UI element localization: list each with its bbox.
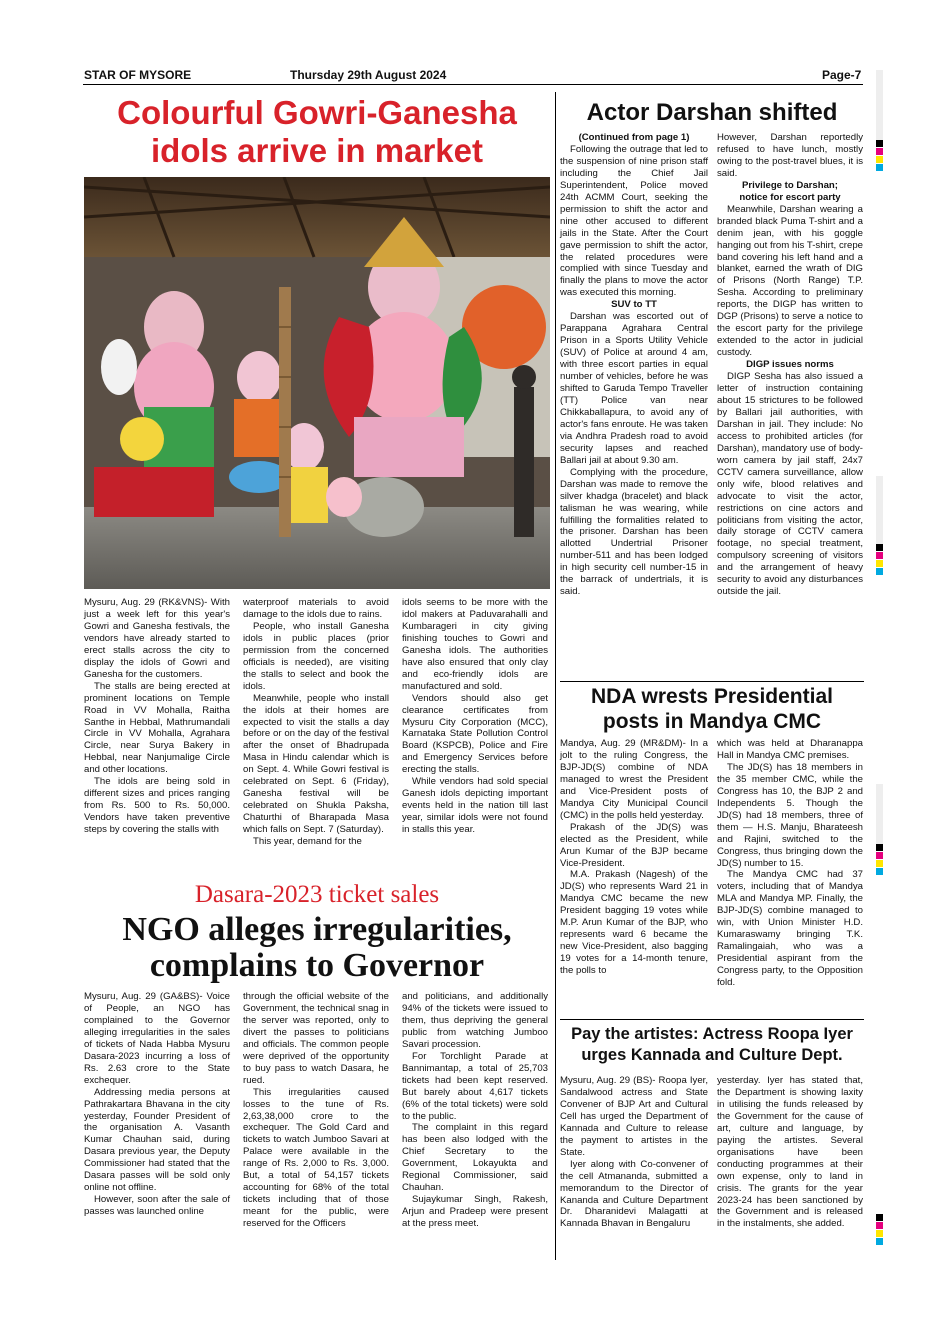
- roopa-headline-line2: urges Kannada and Culture Dept.: [581, 1046, 843, 1064]
- dasara-column-1: [84, 991, 230, 1218]
- section-divider: [555, 92, 556, 1260]
- roopa-paragraph: Mysuru, Aug. 29 (BS)- Roopa Iyer, Sandalwood actress and State Convener of BJP Art and Cultural Cell has urged the Department of Kannada and Culture to release the payment to artistes in the State.: [560, 1075, 708, 1158]
- continued-note: (Continued from page 1): [578, 132, 690, 143]
- gowri-paragraph: This year, demand for the: [253, 836, 362, 848]
- dasara-column-2: [243, 991, 389, 1230]
- nda-paragraph: M.A. Prakash (Nagesh) of the JD(S) who represents Ward 21 in Mandya CMC became the new President bagging 19 votes while M.P. Arun Kumar of the BJP, who represents ward 6 became the new Vice-President, also bagging 19 votes for a 14-month tenure, the polls to: [560, 869, 708, 977]
- dasara-paragraph: For Torchlight Parade at Bannimantap, a total of 25,703 tickets had been kept reserved. But barely about 4,617 tickets (6% of the total tickets) were sold to the public.: [402, 1050, 548, 1122]
- dasara-headline-line2: complains to Governor: [149, 947, 485, 984]
- dasara-paragraph: However, soon after the sale of passes was launched online: [84, 1194, 230, 1218]
- darshan-paragraph: Following the outrage that led to the suspension of nine prison staff including the Chief Jail Superintendent, Police moved 24th ACMM Court, seeking the permission to shift the actor and nine other accused to different jails in the State. After the Court gave permission to shift the actor, the related procedures were complied with since Tuesday and finally the plans to move the actor was executed this morning.: [560, 143, 708, 299]
- dasara-column-3: [402, 991, 548, 1230]
- gowri-paragraph: Vendors should also get clearance certificates from Mysuru City Corporation (MCC), Karnataka State Pollution Control Board (KSPCB), Police and Fire and Emergency Services before erecting the stalls.: [402, 692, 548, 776]
- dasara-headline: [84, 912, 550, 984]
- nda-paragraph: Prakash of the JD(S) was elected as the President, while Arun Kumar of the BJP became Vice-President.: [560, 821, 708, 869]
- gowri-column-3: [402, 597, 548, 836]
- roopa-paragraph: Iyer along with Co-convener of the cell Atmananda, submitted a memorandum to the Director of Kananda and Culture Department Dr. Dharanidevi Malagatti at Kannada Bhavan in Bengaluru: [560, 1158, 708, 1230]
- dasara-paragraph: and politicians, and additionally 94% of the tickets were issued to them, thus depriving the general public from watching Jumboo Savari procession.: [402, 991, 548, 1050]
- gowri-paragraph: The idols are being sold in different sizes and prices ranging from Rs. 500 to Rs. 50,000. Vendors have taken preventive steps by covering the stalls with: [84, 776, 230, 836]
- dasara-headline-line1: NGO alleges irregularities,: [122, 911, 512, 948]
- nda-paragraph: Mandya, Aug. 29 (MR&DM)- In a jolt to the ruling Congress, the BJP-JD(S) combine of NDA managed to wrest the President and Vice-President posts of Mandya City Municipal Council (CMC) in the polls held yesterday.: [560, 738, 708, 821]
- darshan-paragraph: DIGP Sesha has also issued a letter of instruction containing about 15 strictures to be followed by Ballari jail authorities, with Darshan in jail. They include: No access to prohibited articles (for Darshan), mandatory use of body-worn camera by jail staff, 24x7 CCTV camera surveillance, allow only wife, blood relatives and advocate to visit the actor, restrictions on cine actors and politicians from visiting the actor, daily storage of CCTV camera footage, no special treatment, compulsory screening of visitors and the arrangement of heavy security to avoid any disturbances outside the jail.: [717, 371, 863, 598]
- gowri-column-2: [243, 597, 389, 848]
- gowri-headline-line1: Colourful Gowri-Ganesha: [117, 94, 517, 131]
- roopa-column-2: [717, 1075, 863, 1230]
- darshan-paragraph: Complying with the procedure, Darshan was made to remove the silver khadga (bracelet) and black talisman he was wearing, while fulfilling the formalities related to the prisoner. Darshan has been allotted Undertrial Prisoner number-511 and has been lodged in high security cell number-15 in the barrack of undertrials, it is said.: [560, 466, 708, 598]
- darshan-column-2: [717, 132, 863, 598]
- gowri-paragraph: While vendors had sold special Ganesh idols depicting important events held in the nation till last year, similar idols were not found in stalls this year.: [402, 776, 548, 836]
- story-divider: [560, 681, 864, 682]
- dasara-paragraph: Mysuru, Aug. 29 (GA&BS)- Voice of People, an NGO has complained to the Governor alleging irregularities in the sales of tickets of Nada Habba Mysuru Dasara-2023 incurring a loss of Rs. 2.63 crore to the State exchequer.: [84, 991, 230, 1086]
- nda-headline: [560, 684, 864, 734]
- roopa-paragraph: yesterday. Iyer has stated that, the Department is showing laxity in utilising the funds released by the Government for the cause of art, culture and language, by paying the artistes. Several organisations have been conducting programmes at their own expense, only to land in crisis. The grants for the year 2023-24 has been sanctioned by the Government and is released in the instalments, she added.: [717, 1075, 863, 1230]
- nda-paragraph: The Mandya CMC had 37 voters, including that of Mandya MLA and Mandya MP. Finally, the BJP-JD(S) combine managed to win, with Union Minister H.D. Kumaraswamy bringing T.K. Ramalingaiah, who was a Presidential aspirant from the Congress party, to the Opposition fold.: [717, 869, 863, 989]
- dasara-paragraph: This irregularities caused losses to the tune of Rs. 2,63,38,000 crore to the exchequer. The Gold Card and tickets to watch Jumboo Savari at Palace were available in the range of Rs. 2,000 to Rs. 3,000. But, a total of 54,157 tickets accounting for 68% of the total tickets including that of those meant for the public, were reserved for the Officers: [243, 1086, 389, 1230]
- darshan-subhead: SUV to TT: [611, 299, 657, 311]
- darshan-column-1: [560, 132, 708, 598]
- nda-paragraph: The JD(S) has 18 members in the 35 member CMC, while the Congress has 10, the BJP 2 and Independents 5. Though the JD(S) had 18 members, three of them — H.S. Manju, Bharateesh and Rajini, switched to the Congress, thus bringing down the JD(S) number to 15.: [717, 761, 863, 869]
- gowri-column-1: [84, 597, 230, 836]
- roopa-headline-line1: Pay the artistes: Actress Roopa Iyer: [571, 1025, 853, 1043]
- darshan-subhead: DIGP issues norms: [746, 359, 834, 371]
- gowri-paragraph: waterproof materials to avoid damage to the idols due to rains.: [243, 597, 389, 620]
- darshan-headline: Actor Darshan shifted: [586, 99, 838, 126]
- issue-date: Thursday 29th August 2024: [290, 68, 447, 82]
- page-number: Page-7: [822, 68, 862, 82]
- roopa-column-1: [560, 1075, 708, 1230]
- header-rule: [83, 84, 863, 85]
- gowri-paragraph: The stalls are being erected at prominent locations on Temple Road in VV Mohalla, Raitha Santhe in Hebbal, Mathrumandali Circle in VV Mohalla, Agrahara Circle, near Surya Bakery in Hebbal, near Nanjumalige Circle and other locations.: [84, 680, 230, 776]
- ganesha-idols-photo: [84, 177, 550, 589]
- nda-paragraph: which was held at Dharanappa Hall in Mandya CMC premises.: [717, 738, 863, 761]
- dasara-paragraph: Addressing media persons at Pathrakartara Bhavana in the city yesterday, Founder President of the organisation A. Vasanth Kumar Chauhan said, during Dasara previous year, the Deputy Commissioner had stated that the Dasara passes will be sold only online not offline.: [84, 1086, 230, 1194]
- nda-headline-line1: NDA wrests Presidential: [591, 685, 833, 708]
- dasara-kicker: Dasara-2023 ticket sales: [194, 881, 440, 908]
- gowri-paragraph: People, who install Ganesha idols in public places (prior permission from the concerned officials is needed), are visiting the stalls to select and book the idols.: [243, 620, 389, 692]
- gowri-paragraph: idols seems to be more with the idol makers at Paduvarahalli and Kumbarageri in city giving finishing touches to Gowri and Ganesha idols. The authorities have also ensured that only clay and eco-friendly idols are manufactured and sold.: [402, 597, 548, 692]
- story-divider: [560, 1019, 864, 1020]
- gowri-headline: [84, 94, 550, 170]
- nda-headline-line2: posts in Mandya CMC: [602, 710, 822, 733]
- dasara-paragraph: The complaint in this regard has been also lodged with the Chief Secretary to the Government, Lokayukta and Regional Commissioner, said Chauhan.: [402, 1122, 548, 1194]
- roopa-headline: [560, 1024, 864, 1066]
- darshan-paragraph: However, Darshan reportedly refused to have lunch, mostly owing to the post-travel blues, it is said.: [717, 132, 863, 179]
- gowri-headline-line2: idols arrive in market: [151, 132, 483, 169]
- dasara-paragraph: Sujaykumar Singh, Rakesh, Arjun and Pradeep were present at the press meet.: [402, 1194, 548, 1230]
- darshan-subhead: notice for escort party: [739, 191, 841, 203]
- nda-column-1: [560, 738, 708, 977]
- paper-name: STAR OF MYSORE: [84, 68, 192, 82]
- gowri-paragraph: Mysuru, Aug. 29 (RK&VNS)- With just a week left for this year's Gowri and Ganesha festivals, the vendors have already started to erect stalls across the city to display the idols of Gowri and Ganesha for the customers.: [84, 597, 230, 680]
- darshan-subhead: Privilege to Darshan;: [742, 179, 838, 191]
- darshan-paragraph: Meanwhile, Darshan wearing a branded black Puma T-shirt and a denim jean, with his goggle hanging out from his T-shirt, crepe band covering his left hand and a blanket, earned the wrath of DIG of Prisons (North Range) T.P. Sesha. According to preliminary reports, the DIGP has written to DGP (Prisons) to serve a notice to the escort party for the privilege extended to the actor in judicial custody.: [717, 203, 863, 359]
- dasara-paragraph: through the official website of the Government, the technical snag in the server was reported, only to divert the passes to politicians and officials. The common people were deprived of the opportunity to buy pass to watch Dasara, he rued.: [243, 991, 389, 1086]
- darshan-paragraph: Darshan was escorted out of Parappana Agrahara Central Prison in a Sports Utility Vehicle (SUV) of Police at around 4 am, with three escort parties in equal number of vehicles, before he was shifted to Garuda Tempo Traveller (TT) Police van near Chikkaballapura, to avoid any of actor's fans enroute. He was taken via Andhra Pradesh road to avoid security lapses and reached Ballari jail at about 9.30 am.: [560, 311, 708, 466]
- gowri-paragraph: Meanwhile, people who install the idols at their homes are expected to visit the stalls a day before or on the day of the festival after the onset of Bhadrupada Masa in Hindu calendar which is on Sept. 4. While Gowri festival is celebrated on Sept. 6 (Friday), Ganesha festival will be celebrated on Shukla Paksha, Chaturthi of Bharapada Masa which falls on Sept. 7 (Saturday).: [243, 692, 389, 836]
- nda-column-2: [717, 738, 863, 989]
